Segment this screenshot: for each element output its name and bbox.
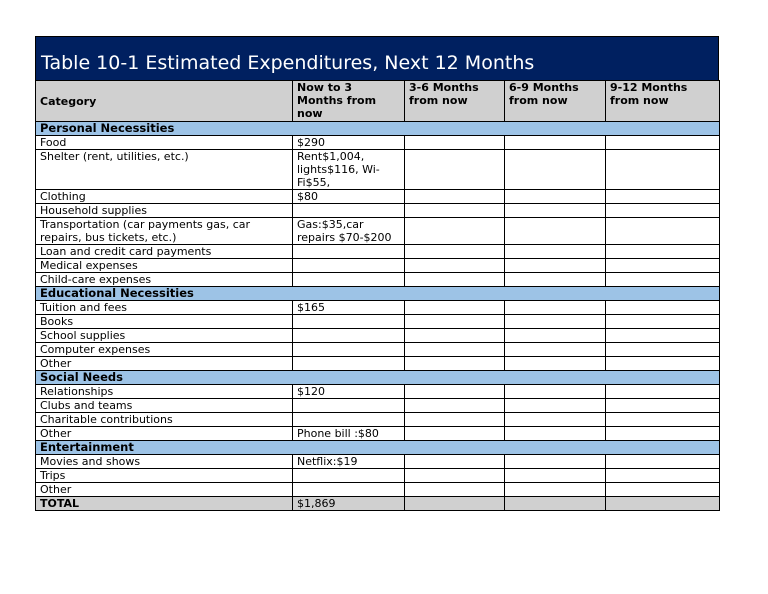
6-9-months-cell[interactable]	[505, 273, 606, 287]
9-12-months-cell[interactable]	[606, 469, 720, 483]
3-6-months-cell[interactable]	[405, 343, 505, 357]
table-row	[36, 190, 720, 204]
table-row	[36, 259, 720, 273]
3-6-months-cell[interactable]	[405, 483, 505, 497]
section-title: Entertainment	[36, 441, 720, 455]
6-9-months-cell[interactable]	[505, 469, 606, 483]
now-to-3-cell[interactable]: $290	[293, 136, 405, 150]
9-12-months-cell[interactable]	[606, 218, 720, 245]
table-row	[36, 301, 720, 315]
3-6-months-cell[interactable]	[405, 399, 505, 413]
column-header-9-12: 9-12 Months from now	[606, 81, 720, 122]
now-to-3-cell[interactable]	[293, 315, 405, 329]
category-cell[interactable]: Transportation (car payments gas, car repairs, bus tickets, etc.)	[36, 218, 293, 245]
9-12-months-cell[interactable]	[606, 136, 720, 150]
table-row	[36, 483, 720, 497]
table-row	[36, 218, 720, 245]
table-row	[36, 315, 720, 329]
section-title: Educational Necessities	[36, 287, 720, 301]
column-header-3-6: 3-6 Months from now	[405, 81, 505, 122]
table-row	[36, 469, 720, 483]
category-cell[interactable]: Medical expenses	[36, 259, 293, 273]
3-6-months-cell[interactable]	[405, 136, 505, 150]
category-cell[interactable]: Movies and shows	[36, 455, 293, 469]
now-to-3-cell[interactable]: $165	[293, 301, 405, 315]
category-cell[interactable]: Loan and credit card payments	[36, 245, 293, 259]
section-title: Social Needs	[36, 371, 720, 385]
9-12-months-cell[interactable]	[606, 413, 720, 427]
3-6-months-cell[interactable]	[405, 218, 505, 245]
table-row	[36, 357, 720, 371]
9-12-months-cell[interactable]	[606, 455, 720, 469]
now-to-3-cell[interactable]: Netflix:$19	[293, 455, 405, 469]
9-12-months-cell[interactable]	[606, 190, 720, 204]
category-cell[interactable]: Trips	[36, 469, 293, 483]
9-12-months-cell[interactable]	[606, 427, 720, 441]
table-row	[36, 399, 720, 413]
3-6-months-cell[interactable]	[405, 273, 505, 287]
9-12-months-cell[interactable]	[606, 357, 720, 371]
table-row	[36, 385, 720, 399]
column-header-category: Category	[36, 81, 293, 122]
now-to-3-cell[interactable]	[293, 399, 405, 413]
now-to-3-cell[interactable]	[293, 357, 405, 371]
9-12-months-cell[interactable]	[606, 343, 720, 357]
now-to-3-cell[interactable]: Rent$1,004, lights$116, Wi-Fi$55,	[293, 150, 405, 190]
category-cell[interactable]: Other	[36, 357, 293, 371]
table-row	[36, 245, 720, 259]
9-12-months-cell[interactable]	[606, 259, 720, 273]
6-9-months-cell[interactable]	[505, 190, 606, 204]
3-6-months-cell[interactable]	[405, 245, 505, 259]
3-6-months-cell[interactable]	[405, 301, 505, 315]
6-9-months-cell[interactable]	[505, 399, 606, 413]
now-to-3-cell[interactable]	[293, 483, 405, 497]
9-12-months-cell[interactable]	[606, 399, 720, 413]
now-to-3-cell[interactable]	[293, 245, 405, 259]
category-cell[interactable]: Clubs and teams	[36, 399, 293, 413]
now-to-3-cell[interactable]: $120	[293, 385, 405, 399]
3-6-months-cell[interactable]	[405, 259, 505, 273]
3-6-months-cell[interactable]	[405, 329, 505, 343]
category-cell[interactable]: School supplies	[36, 329, 293, 343]
now-to-3-cell[interactable]	[293, 413, 405, 427]
6-9-months-cell[interactable]	[505, 259, 606, 273]
table-row	[36, 204, 720, 218]
3-6-months-cell[interactable]	[405, 413, 505, 427]
category-cell[interactable]: Other	[36, 427, 293, 441]
3-6-months-cell[interactable]	[405, 455, 505, 469]
total-label: TOTAL	[36, 497, 293, 511]
category-cell[interactable]: Other	[36, 483, 293, 497]
section-row	[36, 122, 720, 136]
6-9-months-cell[interactable]	[505, 245, 606, 259]
9-12-months-cell[interactable]	[606, 483, 720, 497]
table-row	[36, 455, 720, 469]
table-row	[36, 150, 720, 190]
6-9-months-cell[interactable]	[505, 301, 606, 315]
table-row	[36, 136, 720, 150]
section-title: Personal Necessities	[36, 122, 720, 136]
header-row	[36, 81, 720, 122]
table-body	[36, 122, 720, 511]
expenditure-table	[35, 80, 720, 511]
table-row	[36, 413, 720, 427]
9-12-months-cell[interactable]	[606, 273, 720, 287]
category-cell[interactable]: Charitable contributions	[36, 413, 293, 427]
table-row	[36, 273, 720, 287]
9-12-months-cell[interactable]	[606, 301, 720, 315]
total-row	[36, 497, 720, 511]
3-6-months-cell[interactable]	[405, 190, 505, 204]
9-12-months-cell[interactable]	[606, 150, 720, 190]
column-header-now-3: Now to 3 Months from now	[293, 81, 405, 122]
6-9-months-cell[interactable]	[505, 329, 606, 343]
now-to-3-cell[interactable]	[293, 259, 405, 273]
6-9-months-cell[interactable]	[505, 136, 606, 150]
now-to-3-cell[interactable]: Phone bill :$80	[293, 427, 405, 441]
category-cell[interactable]: Household supplies	[36, 204, 293, 218]
6-9-months-cell[interactable]	[505, 315, 606, 329]
category-cell[interactable]: Tuition and fees	[36, 301, 293, 315]
column-header-6-9: 6-9 Months from now	[505, 81, 606, 122]
table-row	[36, 343, 720, 357]
6-9-months-cell[interactable]	[505, 427, 606, 441]
category-cell[interactable]: Shelter (rent, utilities, etc.)	[36, 150, 293, 190]
table-row	[36, 329, 720, 343]
3-6-months-cell[interactable]	[405, 469, 505, 483]
3-6-months-cell[interactable]	[405, 385, 505, 399]
category-cell[interactable]: Relationships	[36, 385, 293, 399]
6-9-months-cell[interactable]	[505, 455, 606, 469]
9-12-months-cell[interactable]	[606, 204, 720, 218]
category-cell[interactable]: Computer expenses	[36, 343, 293, 357]
3-6-months-cell[interactable]	[405, 357, 505, 371]
3-6-months-cell[interactable]	[405, 315, 505, 329]
now-to-3-cell[interactable]	[293, 273, 405, 287]
6-9-months-cell[interactable]	[505, 218, 606, 245]
6-9-months-cell[interactable]	[505, 343, 606, 357]
category-cell[interactable]: Books	[36, 315, 293, 329]
6-9-months-cell[interactable]	[505, 483, 606, 497]
category-cell[interactable]: Clothing	[36, 190, 293, 204]
section-row	[36, 371, 720, 385]
category-cell[interactable]: Food	[36, 136, 293, 150]
now-to-3-cell[interactable]	[293, 469, 405, 483]
table-title: Table 10-1 Estimated Expenditures, Next 12 Months	[35, 36, 719, 80]
3-6-months-cell[interactable]	[405, 204, 505, 218]
6-9-months-cell[interactable]	[505, 385, 606, 399]
9-12-months-cell[interactable]	[606, 329, 720, 343]
expenditure-sheet	[35, 36, 719, 511]
now-to-3-cell[interactable]: $80	[293, 190, 405, 204]
table-row	[36, 427, 720, 441]
9-12-months-cell[interactable]	[606, 315, 720, 329]
total-3-6[interactable]	[405, 497, 505, 511]
6-9-months-cell[interactable]	[505, 204, 606, 218]
total-9-12[interactable]	[606, 497, 720, 511]
now-to-3-cell[interactable]: Gas:$35,car repairs $70-$200	[293, 218, 405, 245]
now-to-3-cell[interactable]	[293, 343, 405, 357]
total-6-9[interactable]	[505, 497, 606, 511]
9-12-months-cell[interactable]	[606, 385, 720, 399]
now-to-3-cell[interactable]	[293, 204, 405, 218]
6-9-months-cell[interactable]	[505, 357, 606, 371]
6-9-months-cell[interactable]	[505, 413, 606, 427]
6-9-months-cell[interactable]	[505, 150, 606, 190]
9-12-months-cell[interactable]	[606, 245, 720, 259]
section-row	[36, 287, 720, 301]
section-row	[36, 441, 720, 455]
category-cell[interactable]: Child-care expenses	[36, 273, 293, 287]
3-6-months-cell[interactable]	[405, 150, 505, 190]
now-to-3-cell[interactable]	[293, 329, 405, 343]
total-now-to-3[interactable]: $1,869	[293, 497, 405, 511]
3-6-months-cell[interactable]	[405, 427, 505, 441]
